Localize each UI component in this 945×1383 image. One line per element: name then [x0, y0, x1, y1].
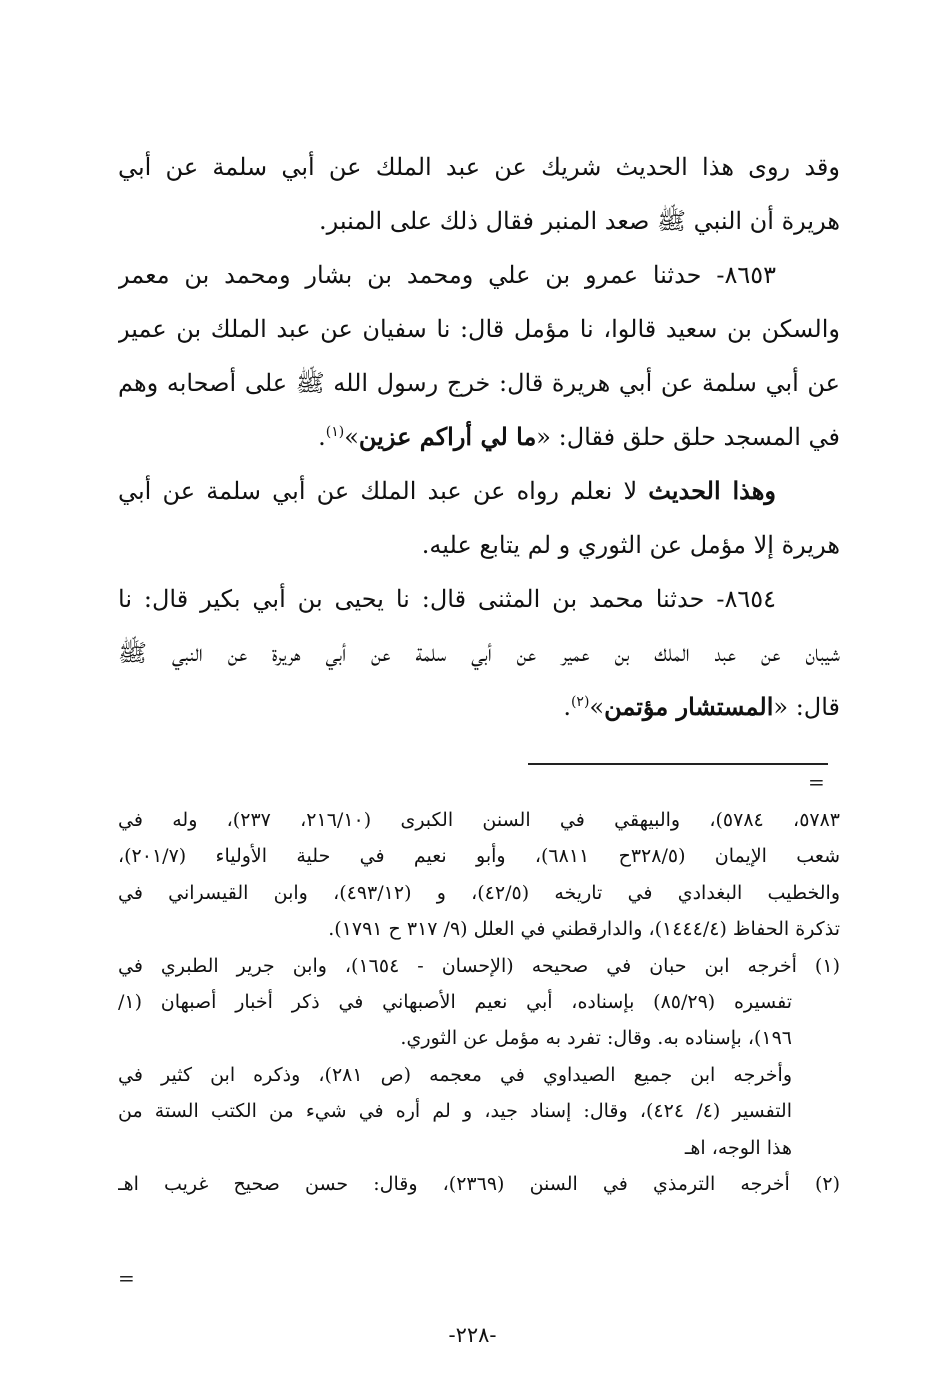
footnote-1-line: ١٩٦)، بإسناده به. وقال: تفرد به مؤمل عن الثوري.: [400, 1027, 792, 1050]
text-line: هريرة أن النبي ﷺ صعد المنبر فقال ذلك على المنبر.: [318, 207, 840, 235]
text-line: وهذا الحديث لا نعلم رواه عن عبد الملك عن أبي سلمة عن أبي: [118, 476, 776, 505]
footnote-1-line: التفسير (٤/ ٤٢٤)، وقال: إسناد جيد، و لم أره في شيء من الكتب الستة من: [118, 1100, 792, 1123]
text-line: هريرة إلا مؤمل عن الثوري و لم يتابع عليه.: [421, 531, 840, 559]
footnote-line: شعب الإيمان (٣٢٨/٥ح ٦٨١١)، وأبو نعيم في حلية الأولياء (٢٠١/٧)،: [118, 845, 840, 868]
footnote-1-line: تفسيره (٨٥/٢٩) بإسناده، أبي نعيم الأصبهاني في ذكر أخبار أصبهان (١/: [118, 990, 792, 1013]
footnote-1-line: (١) أخرجه ابن حبان في صحيحه (الإحسان - ١٦٥٤)، وابن جرير الطبري في: [118, 954, 840, 977]
continuation-mark-end: =: [118, 1266, 135, 1290]
footnote-separator: [528, 763, 828, 765]
hadith-8653-line: في المسجد حلق حلق فقال: «ما لي أراكم عزين»$^{(١)}$.: [318, 422, 840, 451]
footnote-1-line: وأخرجه ابن جميع الصيداوي في معجمه (ص ٢٨١)، وذكره ابن كثير في: [118, 1063, 792, 1086]
footnotes: [118, 802, 840, 1202]
hadith-quote: ما لي أراكم عزين: [358, 422, 537, 451]
hadith-quote: المستشار مؤتمن: [604, 692, 774, 721]
footnote-ref-2[interactable]: (٢): [570, 694, 590, 710]
hadith-8653-line: ٨٦٥٣- حدثنا عمرو بن علي ومحمد بن بشار ومحمد بن معمر: [118, 261, 776, 289]
main-text: [118, 140, 840, 734]
footnote-1-line: هذا الوجه، اهـ: [684, 1136, 792, 1159]
hadith-8653-line: عن أبي سلمة عن أبي هريرة قال: خرج رسول الله ﷺ على أصحابه وهم: [118, 369, 840, 397]
footnote-line: والخطيب البغدادي في تاريخه (٤٢/٥)، و (٤٩٣/١٢)، وابن القيسراني في: [118, 881, 840, 904]
hadith-8653-line: والسكن بن سعيد قالوا، نا مؤمل قال: نا سفيان عن عبد الملك بن عمير: [118, 315, 840, 343]
hadith-8654-line: شيبان عن عبد الملك بن عمير عن أبي سلمة عن أبي هريرة عن النبي ﷺ: [118, 639, 840, 667]
continuation-mark: =: [808, 770, 825, 794]
hadith-8654-line: ٨٦٥٤- حدثنا محمد بن المثنى قال: نا يحيى بن أبي بكير قال: نا: [118, 585, 776, 613]
hadith-8654-line: قال: «المستشار مؤتمن»$^{(٢)}$.: [563, 692, 840, 721]
footnote-line: ٥٧٨٣، ٥٧٨٤)، والبيهقي في السنن الكبرى (٢١٦/١٠، ٢٣٧)، وله في: [118, 809, 840, 831]
page-number: -٢٢٨-: [448, 1323, 497, 1347]
emphasis: وهذا الحديث: [648, 476, 776, 505]
text-line: وقد روى هذا الحديث شريك عن عبد الملك عن أبي سلمة عن أبي: [118, 153, 840, 181]
footnote-ref-1[interactable]: (١): [325, 424, 345, 440]
footnote-line: تذكرة الحفاظ (١٤٤٤/٤)، والدارقطني في العلل (٩/ ٣١٧ ح ١٧٩١).: [328, 918, 840, 941]
footnote-2-line: (٢) أخرجه الترمذي في السنن (٢٣٦٩)، وقال: حسن صحيح غريب اهـ: [118, 1172, 840, 1195]
